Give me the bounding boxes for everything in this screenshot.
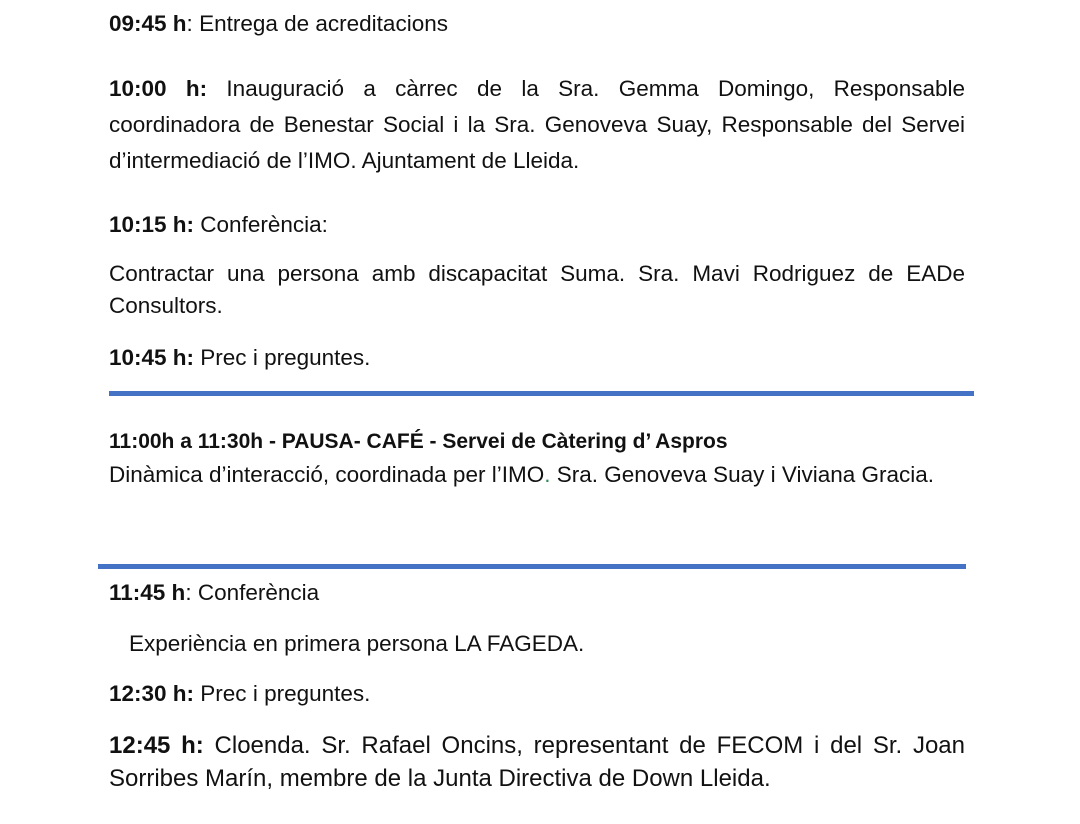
separator: : [185,580,198,605]
time-label: 10:00 h: [109,76,208,101]
pause-text-a: Dinàmica d’interacció, coordinada per l’IMO [109,462,545,487]
item-text: Cloenda. Sr. Rafael Oncins, representant de FECOM i del Sr. Joan Sorribes Marín, membre de la Junta Directiva de Down Lleida. [109,732,965,792]
pause-description [109,458,965,492]
item-text: Prec i preguntes. [194,681,371,706]
schedule-item-1000 [109,71,965,179]
separator: : [186,11,200,36]
time-label: 12:45 h: [109,732,204,759]
item-text: Conferència: [194,212,328,237]
pause-dot: . [544,462,551,487]
schedule-item-1230 [109,676,965,712]
section-divider-bottom [98,564,966,569]
section-divider-top [109,391,974,396]
schedule-item-1015 [109,207,965,243]
time-label: 12:30 h: [109,681,195,706]
pause-text-b: Sra. Genoveva Suay i Viviana Gracia. [550,462,935,487]
time-label: 10:15 h: [109,212,195,237]
schedule-item-1245 [109,729,965,795]
schedule-item-1045 [109,340,965,376]
item-text: Inauguració a càrrec de la Sra. Gemma Domingo, Responsable coordinadora de Benestar Social i la Sra. Genoveva Suay, Responsable del Servei d’intermediació de l’IMO. Ajuntament de Lleida. [109,76,965,173]
schedule-item-1145-detail: Experiència en primera persona LA FAGEDA. [129,631,585,656]
time-label: 11:45 h [109,580,186,605]
item-text: Prec i preguntes. [194,345,371,370]
schedule-item-0945 [109,6,965,42]
pause-heading: 11:00h a 11:30h - PAUSA- CAFÉ - Servei de Càtering d’ Aspros [109,430,728,453]
schedule-item-1145 [109,575,965,611]
item-text: Conferència [197,580,320,605]
time-label: 09:45 h [109,11,187,36]
schedule-item-1015-detail: Contractar una persona amb discapacitat Suma. Sra. Mavi Rodriguez de EADe Consultors. [109,261,965,318]
item-text: Entrega de acreditacions [199,11,448,36]
time-label: 10:45 h: [109,345,195,370]
